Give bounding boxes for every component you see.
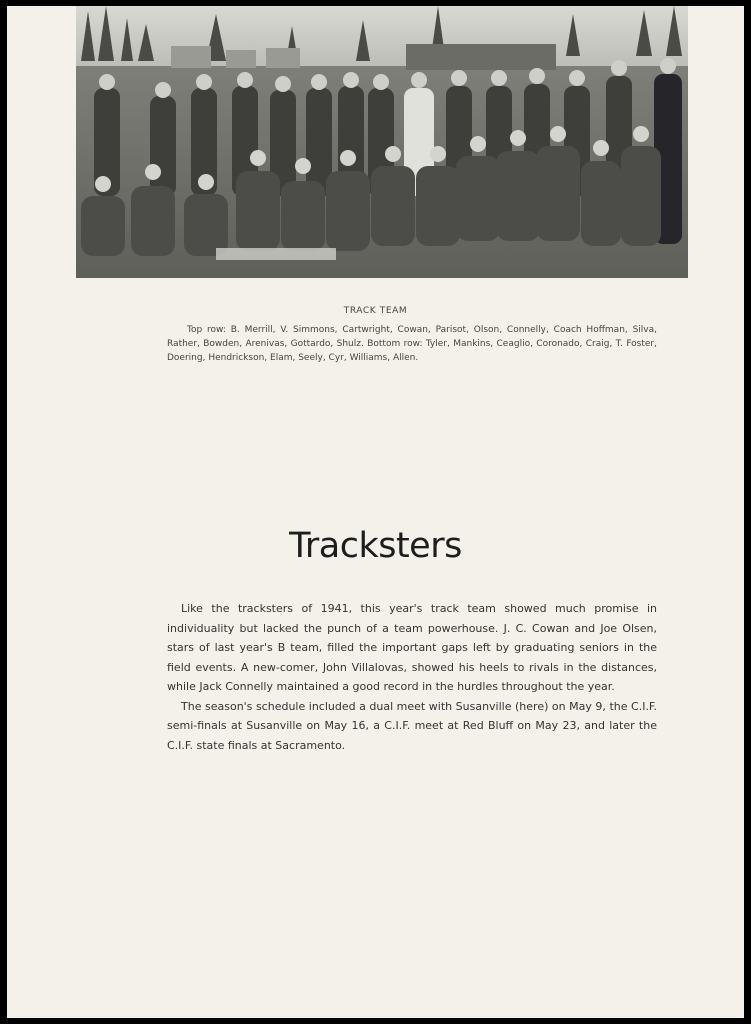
team-photo	[76, 6, 688, 278]
page-heading: Tracksters	[289, 526, 462, 566]
photo-caption-title: TRACK TEAM	[343, 306, 408, 316]
yearbook-page	[7, 6, 744, 1018]
body-paragraph-2: The season's schedule included a dual meet with Susanville (here) on May 9, the C.I.F. semi-finals at Susanville on May 16, a C.I.F. meet at Red Bluff on May 23, and later the C.I.F. state finals at Sacramento.	[167, 699, 657, 752]
article-body	[167, 599, 657, 755]
team-photo-image	[76, 6, 688, 278]
photo-caption-names: Top row: B. Merrill, V. Simmons, Cartwright, Cowan, Parisot, Olson, Connelly, Coach Hoffman, Silva, Rather, Bowden, Arenivas, Gottardo, Shulz. Bottom row: Tyler, Mankins, Ceaglio, Coronado, Craig, T. Foster, Doering, Hendrickson, Elam, Seely, Cyr, Williams, Allen.	[167, 325, 657, 363]
body-paragraph-1: Like the tracksters of 1941, this year's track team showed much promise in individuality but lacked the punch of a team powerhouse. J. C. Cowan and Joe Olsen, stars of last year's B team, filled the important gaps left by graduating seniors in the field events. A new-comer, John Villalovas, showed his heels to rivals in the distances, while Jack Connelly maintained a good record in the hurdles throughout the year.	[167, 602, 657, 693]
